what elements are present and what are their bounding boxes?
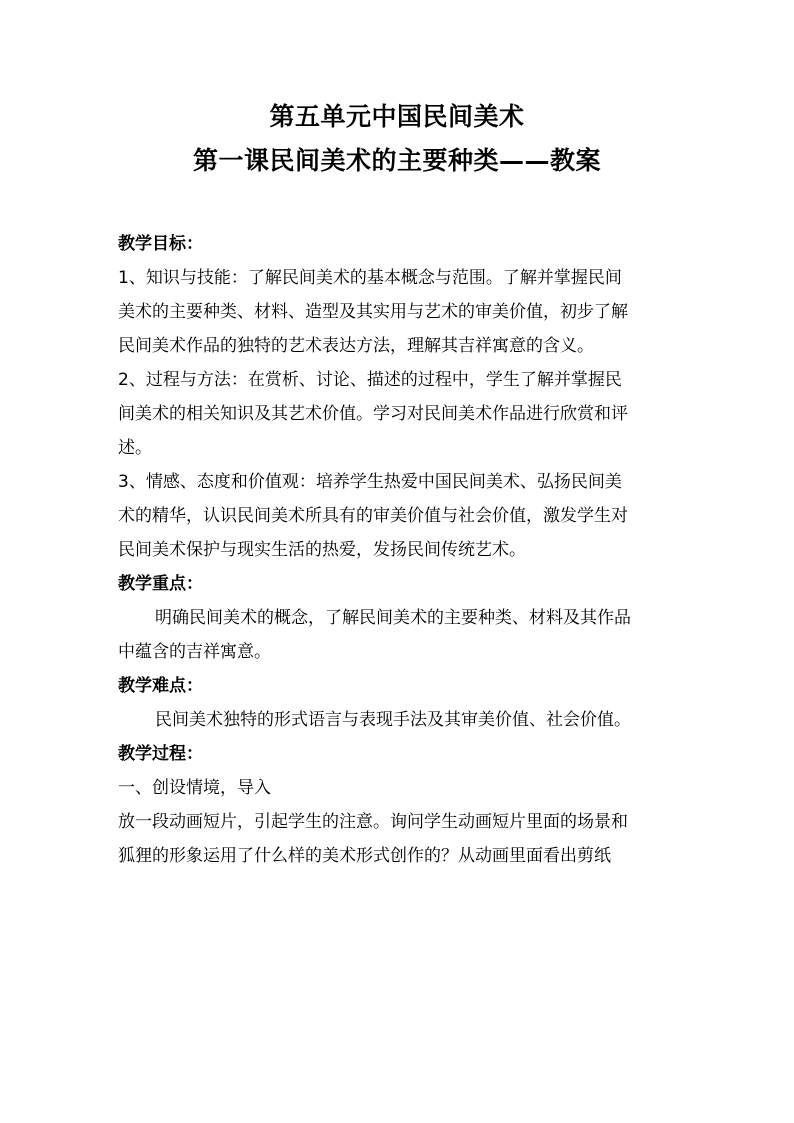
objectives-heading: 教学目标： (118, 234, 203, 254)
objective-3-line-2: 术的精华，认识民间美术所具有的审美价值与社会价值，激发学生对 (118, 506, 628, 526)
process-line-1: 放一段动画短片，引起学生的注意。询问学生动画短片里面的场景和 (118, 812, 628, 832)
objective-3-line-3: 民间美术保护与现实生活的热爱，发扬民间传统艺术。 (118, 540, 526, 560)
objective-1-line-3: 民间美术作品的独特的艺术表达方法，理解其吉祥寓意的含义。 (118, 336, 594, 356)
objective-3-line-1: 3、情感、态度和价值观：培养学生热爱中国民间美术、弘扬民间美 (118, 472, 622, 492)
key-points-heading: 教学重点： (118, 574, 203, 594)
process-line-2: 狐狸的形象运用了什么样的美术形式创作的？从动画里面看出剪纸 (118, 846, 611, 866)
document-title-lesson: 第一课民间美术的主要种类——教案 (192, 146, 601, 175)
process-heading: 教学过程： (118, 744, 203, 764)
key-points-line-2: 中蕴含的吉祥寓意。 (118, 642, 271, 662)
document-body (118, 227, 678, 873)
difficulties-heading: 教学难点： (118, 676, 203, 696)
objective-1-line-2: 美术的主要种类、材料、造型及其实用与艺术的审美价值，初步了解 (118, 302, 628, 322)
objective-1-line-1: 1、知识与技能：了解民间美术的基本概念与范围。了解并掌握民间 (118, 268, 622, 288)
process-step-1: 一、创设情境，导入 (118, 778, 271, 798)
document-title-unit: 第五单元中国民间美术 (269, 102, 525, 131)
objective-2-line-3: 述。 (118, 438, 152, 458)
difficulties-line-1: 民间美术独特的形式语言与表现手法及其审美价值、社会价值。 (155, 710, 631, 730)
objective-2-line-1: 2、过程与方法：在赏析、讨论、描述的过程中，学生了解并掌握民 (118, 370, 622, 390)
key-points-line-1: 明确民间美术的概念，了解民间美术的主要种类、材料及其作品 (155, 608, 631, 628)
objective-2-line-2: 间美术的相关知识及其艺术价值。学习对民间美术作品进行欣赏和评 (118, 404, 628, 424)
